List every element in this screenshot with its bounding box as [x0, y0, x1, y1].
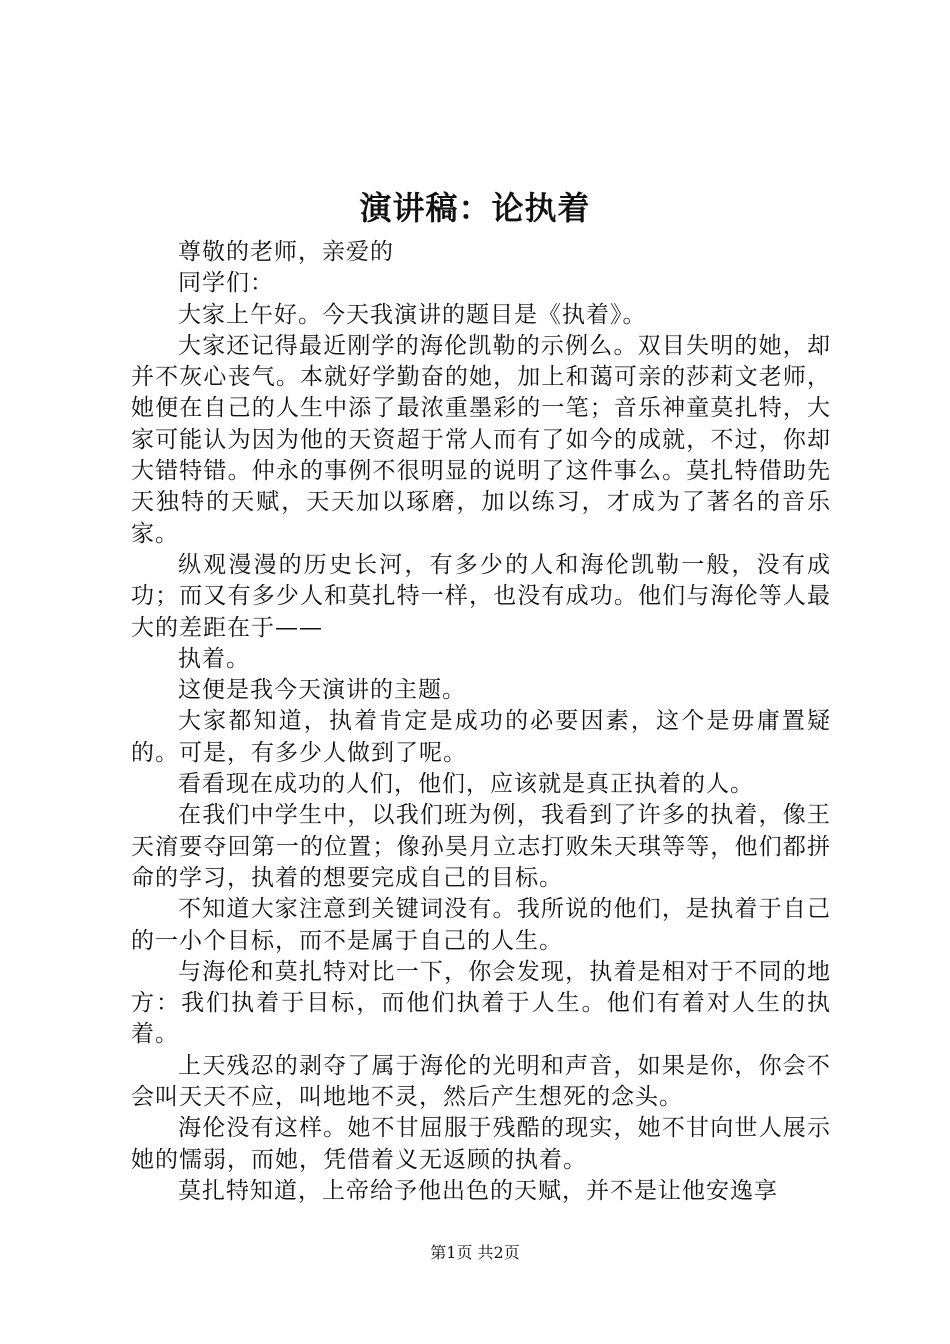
paragraph: 上天残忍的剥夺了属于海伦的光明和声音，如果是你，你会不会叫天天不应，叫地地不灵，然后产生想死的念头。 [131, 1052, 831, 1111]
paragraph: 在我们中学生中，以我们班为例，我看到了许多的执着，像王天淯要夺回第一的位置；像孙昊月立志打败朱天琪等等，他们都拼命的学习，执着的想要完成自己的目标。 [131, 802, 831, 891]
paragraph: 大家还记得最近刚学的海伦凯勒的示例么。双目失明的她，却并不灰心丧气。本就好学勤奋的她，加上和蔼可亲的莎莉文老师，她便在自己的人生中添了最浓重墨彩的一笔；音乐神童莫扎特，大家可能认为因为他的天资超于常人而有了如今的成就，不过，你却大错特错。仲永的事例不很明显的说明了这件事么。莫扎特借助先天独特的天赋，天天加以琢磨，加以练习，才成为了著名的音乐家。 [131, 332, 831, 547]
paragraph: 这便是我今天演讲的主题。 [178, 677, 466, 704]
page-footer: 第1页 共2页 [430, 1243, 520, 1262]
paragraph: 不知道大家注意到关键词没有。我所说的他们，是执着于自己的一小个目标，而不是属于自己的人生。 [131, 896, 831, 954]
paragraph: 看看现在成功的人们，他们，应该就是真正执着的人。 [178, 771, 754, 798]
paragraph: 纵观漫漫的历史长河，有多少的人和海伦凯勒一般，没有成功；而又有多少人和莫扎特一样，也没有成功。他们与海伦等人最大的差距在于—— [131, 551, 831, 641]
document-body [131, 237, 831, 1207]
paragraph: 尊敬的老师，亲爱的 [178, 239, 394, 265]
paragraph: 执着。 [178, 645, 250, 672]
paragraph: 海伦没有这样。她不甘屈服于残酷的现实，她不甘向世人展示她的懦弱，而她，凭借着义无返顾的执着。 [131, 1115, 831, 1173]
paragraph: 大家上午好。今天我演讲的题目是《执着》。 [178, 301, 647, 328]
paragraph: 与海伦和莫扎特对比一下，你会发现，执着是相对于不同的地方：我们执着于目标，而他们执着于人生。他们有着对人生的执着。 [131, 958, 831, 1048]
document-title: 演讲稿：论执着 [359, 189, 591, 227]
paragraph: 莫扎特知道，上帝给予他出色的天赋，并不是让他安逸享 [178, 1177, 778, 1204]
paragraph: 大家都知道，执着肯定是成功的必要因素，这个是毋庸置疑的。可是，有多少人做到了呢。 [131, 708, 831, 766]
paragraph: 同学们： [178, 270, 274, 297]
